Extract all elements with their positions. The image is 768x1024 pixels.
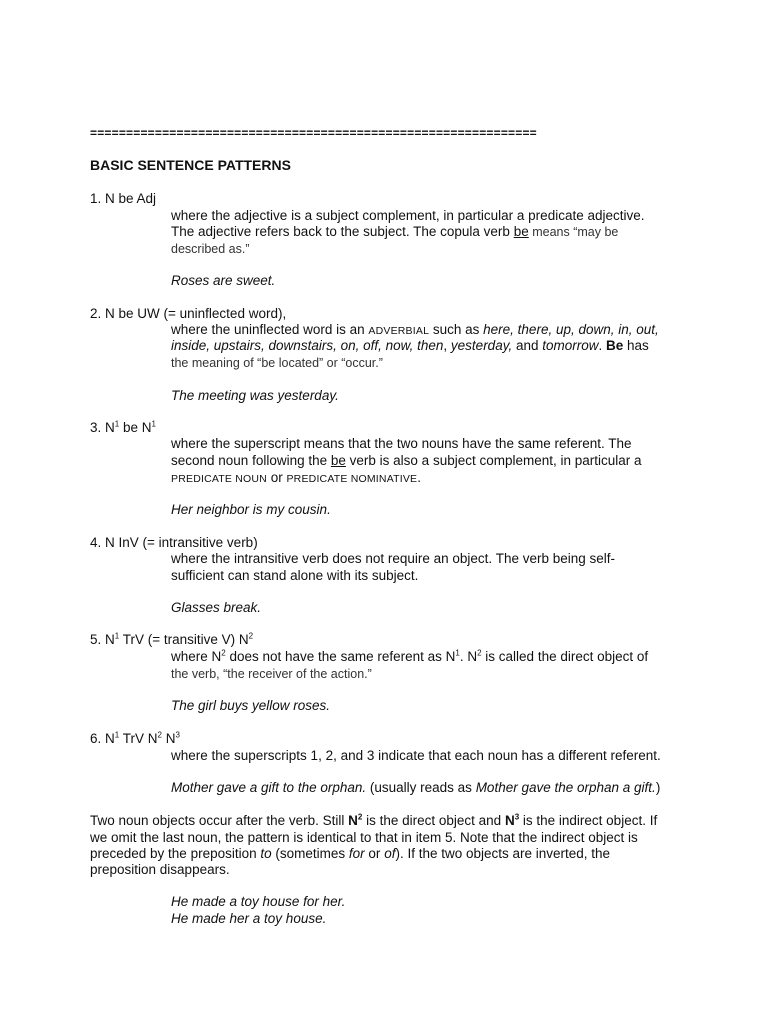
paragraph-line-2: we omit the last noun, the pattern is identical to that in item 5. Note that the indirect object is: [90, 830, 638, 845]
pattern-2-line-2: inside, upstairs, downstairs, on, off, now, then, yesterday, and tomorrow. Be has: [171, 338, 649, 353]
separator-rule: ==============================================================: [90, 126, 537, 140]
paragraph-line-1: Two noun objects occur after the verb. Still $N^2$ is the direct object and $N^3$ is the indirect object. If: [90, 812, 658, 828]
pattern-6-line-1: where the superscripts 1, 2, and 3 indicate that each noun has a different referent.: [171, 748, 661, 763]
pattern-4-line-1: where the intransitive verb does not require an object. The verb being self-: [171, 551, 616, 566]
pattern-3-title: 3. $N^1$ be $N^1$: [90, 419, 156, 435]
closing-example-1: He made a toy house for her.: [171, 894, 346, 909]
pattern-6-title: 6. $N^1$ TrV $N^2$ $N^3$: [90, 730, 180, 746]
pattern-2-line-1: where the uninflected word is an ADVERBIAL such as here, there, up, down, in, out,: [171, 322, 659, 337]
pattern-3-line-1: where the superscript means that the two nouns have the same referent. The: [171, 436, 632, 451]
pattern-6-example: Mother gave a gift to the orphan. (usually reads as Mother gave the orphan a gift.): [171, 780, 661, 795]
pattern-1-title: 1. N be Adj: [90, 191, 157, 206]
pattern-1-line-3: described as.”: [171, 242, 250, 256]
paragraph-line-3: preceded by the preposition to (sometimes for or of). If the two objects are inverted, the: [90, 846, 611, 861]
pattern-1-line-2: The adjective refers back to the subject. The copula verb be means “may be: [171, 224, 619, 239]
pattern-3-line-2: second noun following the be verb is also a subject complement, in particular a: [171, 453, 642, 468]
pattern-4-line-2: sufficient can stand alone with its subject.: [171, 568, 419, 583]
pattern-3-line-3: PREDICATE NOUN or PREDICATE NOMINATIVE.: [171, 470, 422, 485]
pattern-2-example: The meeting was yesterday.: [171, 388, 339, 403]
pattern-5-line-1: where $N^2$ does not have the same referent as $N^1$. $N^2$ is called the direct object of: [171, 648, 649, 664]
pattern-1-example: Roses are sweet.: [171, 273, 276, 288]
pattern-5-title: 5. $N^1$ TrV (= transitive V) $N^2$: [90, 631, 254, 647]
pattern-5-example: The girl buys yellow roses.: [171, 698, 331, 713]
pattern-4-example: Glasses break.: [171, 600, 262, 615]
closing-example-2: He made her a toy house.: [171, 911, 327, 926]
page-title: BASIC SENTENCE PATTERNS: [90, 157, 291, 173]
pattern-3-example: Her neighbor is my cousin.: [171, 502, 331, 517]
pattern-5-line-2: the verb, “the receiver of the action.”: [171, 667, 372, 681]
pattern-4-title: 4. N InV (= intransitive verb): [90, 535, 258, 550]
pattern-1-line-1: where the adjective is a subject complement, in particular a predicate adjective.: [171, 208, 645, 223]
pattern-2-line-3: the meaning of “be located” or “occur.”: [171, 356, 383, 370]
pattern-2-title: 2. N be UW (= uninflected word),: [90, 306, 287, 321]
paragraph-line-4: preposition disappears.: [90, 862, 230, 877]
